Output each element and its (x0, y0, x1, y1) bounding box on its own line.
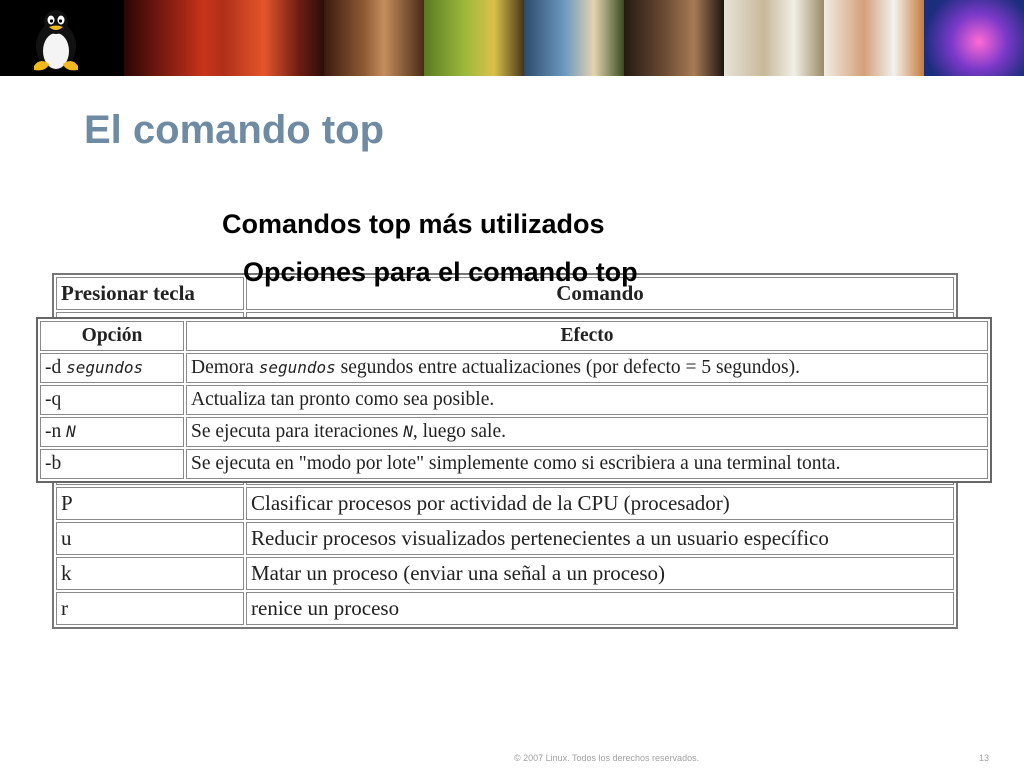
table-row (56, 522, 954, 555)
effect-text: Se ejecuta en "modo por lote" simplemente como si escribiera a una terminal tonta. (191, 453, 841, 474)
header-option: Opción (40, 321, 184, 351)
banner-photo (724, 0, 824, 76)
option-flag: -d (45, 357, 67, 378)
table-row (56, 487, 954, 520)
command-cell: renice un proceso (246, 592, 954, 625)
effect-text: Demora (191, 357, 259, 378)
effect-text: Actualiza tan pronto como sea posible. (191, 389, 495, 410)
key-cell: u (56, 522, 244, 555)
slide-title: El comando top (84, 108, 384, 152)
key-cell: r (56, 592, 244, 625)
header-command: Comando (246, 277, 954, 310)
banner-photo (624, 0, 724, 76)
option-flag: -n (45, 421, 67, 442)
table-row (56, 592, 954, 625)
option-flag: -q (45, 389, 62, 410)
option-flag: -b (45, 453, 62, 474)
effect-text: Se ejecuta para iteraciones (191, 421, 404, 442)
effect-cell (186, 417, 988, 447)
option-cell (40, 385, 184, 415)
option-cell (40, 449, 184, 479)
option-arg: segundos (66, 358, 144, 377)
effect-cell (186, 385, 988, 415)
effect-cell (186, 449, 988, 479)
table-header-row (40, 321, 988, 351)
header-effect: Efecto (186, 321, 988, 351)
option-cell (40, 417, 184, 447)
effect-cell (186, 353, 988, 383)
table-row (40, 385, 988, 415)
table-row (40, 449, 988, 479)
tux-penguin-icon (0, 0, 124, 76)
banner-photo (924, 0, 1024, 76)
subtitle-common-commands: Comandos top más utilizados (222, 209, 605, 239)
effect-arg: N (403, 422, 413, 441)
command-cell: Clasificar procesos por actividad de la CPU (procesador) (246, 487, 954, 520)
option-arg: N (66, 422, 76, 441)
banner-photo (324, 0, 424, 76)
table-row (40, 353, 988, 383)
subtitle-options: Opciones para el comando top (243, 257, 638, 287)
command-cell: Reducir procesos visualizados pertenecientes a un usuario específico (246, 522, 954, 555)
effect-text: segundos entre actualizaciones (por defecto = 5 segundos). (335, 357, 800, 378)
key-cell: k (56, 557, 244, 590)
banner-photo (124, 0, 224, 76)
banner-photo (424, 0, 524, 76)
banner-photo (824, 0, 924, 76)
table-row (56, 557, 954, 590)
key-cell: P (56, 487, 244, 520)
command-cell: Matar un proceso (enviar una señal a un proceso) (246, 557, 954, 590)
options-table (36, 317, 992, 483)
footer-copyright: © 2007 Linux. Todos los derechos reservados. (514, 753, 700, 763)
header-key: Presionar tecla (56, 277, 244, 310)
banner-photo (224, 0, 324, 76)
page-number: 13 (979, 753, 990, 763)
option-cell (40, 353, 184, 383)
table-row (40, 417, 988, 447)
effect-text: , luego sale. (412, 421, 506, 442)
banner-photo (524, 0, 624, 76)
effect-arg: segundos (258, 358, 336, 377)
header-banner (0, 0, 1024, 76)
banner-photo-strip (124, 0, 1024, 76)
